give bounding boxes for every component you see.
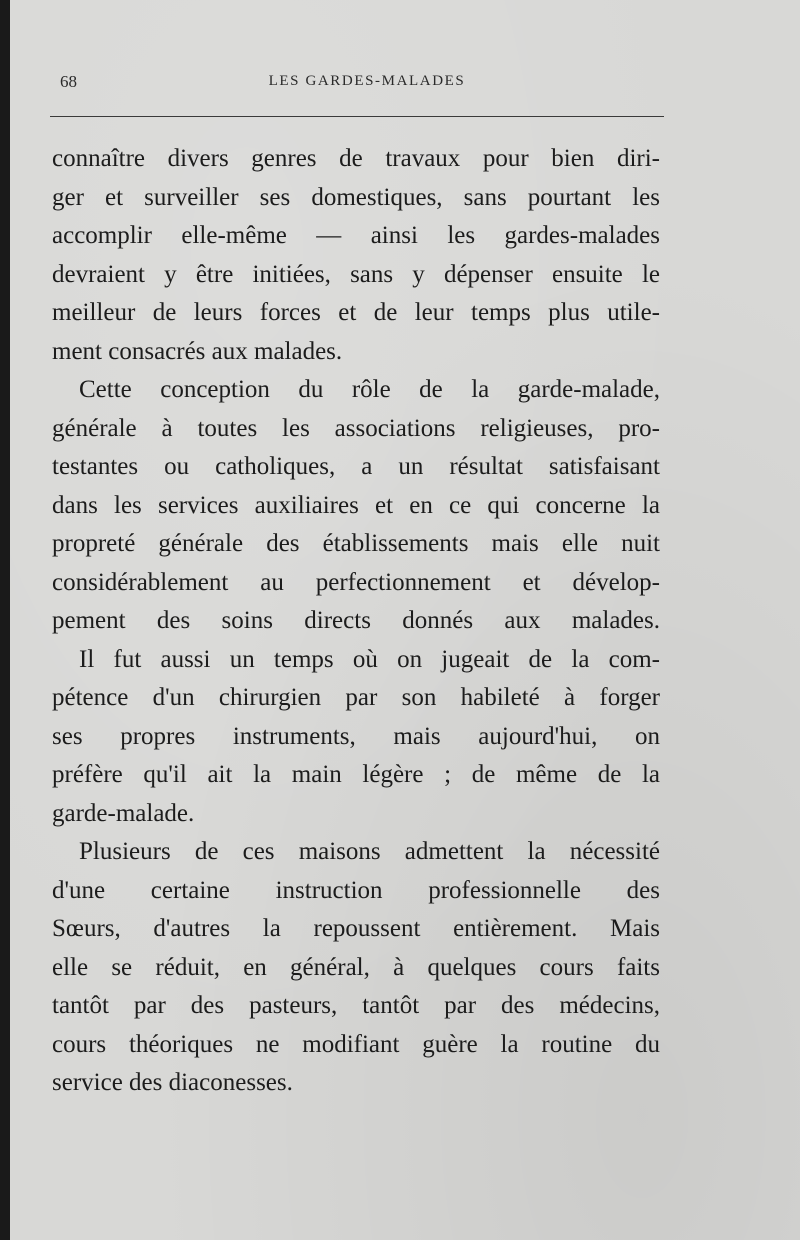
body-text [52, 140, 660, 1103]
text-line: propreté générale des établissements mais elle nuit [52, 530, 660, 557]
header-rule [50, 116, 664, 117]
text-line: considérablement au perfectionnement et dévelop- [52, 568, 660, 596]
paragraph-2 [52, 371, 660, 641]
text-line: Il fut aussi un temps où on jugeait de la com- [79, 645, 660, 673]
text-line: dans les services auxiliaires et en ce qui concerne la [52, 491, 660, 519]
running-title: LES GARDES-MALADES [268, 73, 466, 89]
text-line: Plusieurs de ces maisons admettent la nécessité [79, 838, 660, 865]
text-line: pétence d'un chirurgien par son habileté à forger [52, 684, 660, 711]
paragraph-1 [52, 140, 660, 371]
paragraph-4 [52, 833, 660, 1103]
text-line: meilleur de leurs forces et de leur temps plus utile- [52, 299, 660, 326]
text-line: service des diaconesses. [52, 1069, 293, 1096]
page-number: 68 [60, 72, 77, 91]
text-line: elle se réduit, en général, à quelques cours faits [52, 953, 660, 981]
text-line: d'une certaine instruction professionnelle des [52, 876, 660, 904]
text-line: accomplir elle-même — ainsi les gardes-malades [52, 222, 660, 249]
text-line: Sœurs, d'autres la repoussent entièrement. Mais [52, 915, 660, 942]
text-line: Cette conception du rôle de la garde-malade, [79, 376, 660, 403]
text-line: ment consacrés aux malades. [52, 337, 343, 365]
text-line: ger et surveiller ses domestiques, sans pourtant les [52, 183, 660, 211]
text-line: préfère qu'il ait la main légère ; de même de la [52, 761, 660, 788]
page-header [60, 72, 674, 96]
text-line: devraient y être initiées, sans y dépenser ensuite le [52, 260, 660, 288]
text-line: ses propres instruments, mais aujourd'hui, on [52, 722, 660, 750]
text-line: tantôt par des pasteurs, tantôt par des médecins, [52, 992, 660, 1019]
text-line: testantes ou catholiques, a un résultat satisfaisant [52, 453, 660, 480]
text-line: cours théoriques ne modifiant guère la routine du [52, 1030, 660, 1058]
text-line: garde-malade. [52, 799, 195, 827]
text-line: pement des soins directs donnés aux malades. [52, 607, 660, 634]
paragraph-3 [52, 641, 660, 834]
text-line: générale à toutes les associations religieuses, pro- [52, 414, 660, 442]
text-line: connaître divers genres de travaux pour bien diri- [52, 145, 660, 172]
